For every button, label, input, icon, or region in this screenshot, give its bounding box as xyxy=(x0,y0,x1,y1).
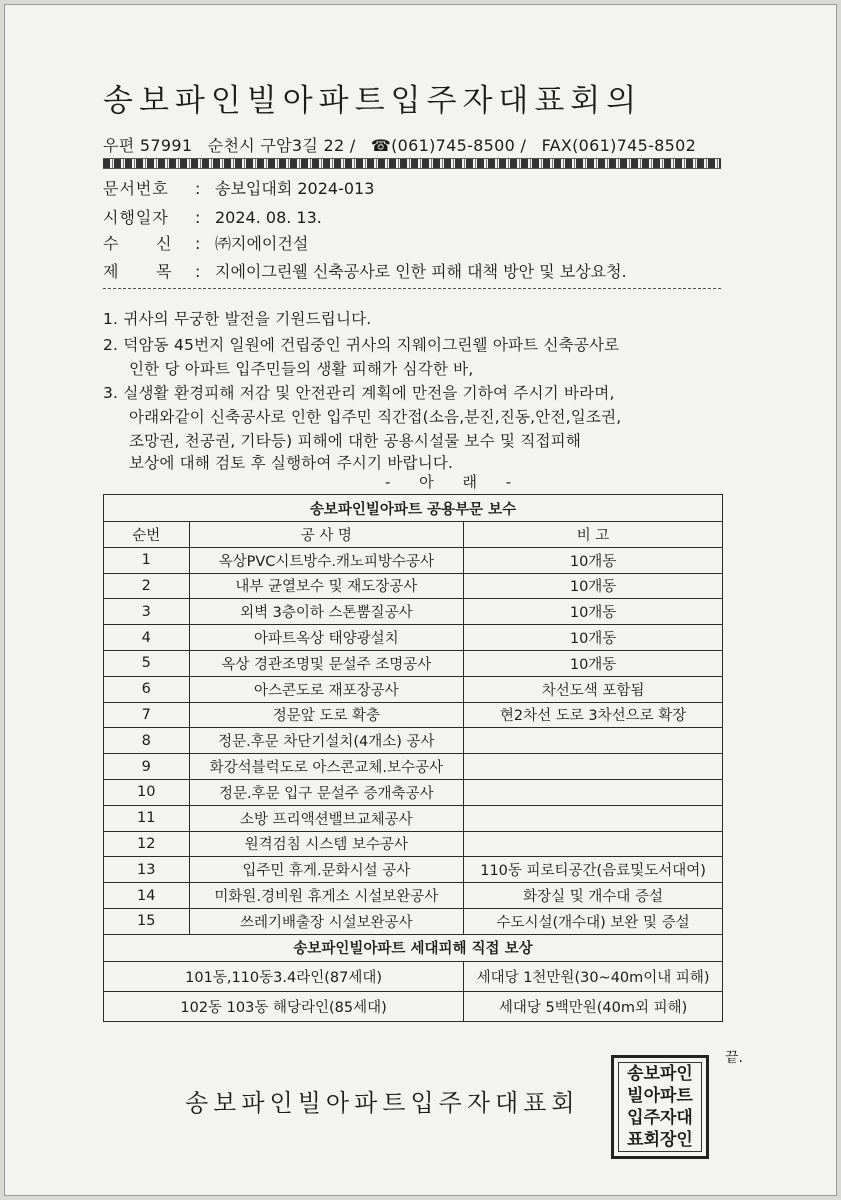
footer-organization: 송보파인빌아파트입주자대표회 xyxy=(185,1089,580,1117)
row-number: 2 xyxy=(104,573,190,599)
row-number: 12 xyxy=(104,831,190,857)
table-row xyxy=(104,857,723,883)
row-note xyxy=(464,754,723,780)
doc-number-label: 문서번호 xyxy=(103,179,169,198)
row-number: 8 xyxy=(104,728,190,754)
compensation-row xyxy=(104,961,723,991)
row-number: 15 xyxy=(104,908,190,934)
repair-table xyxy=(103,494,723,1022)
table-row xyxy=(104,599,723,625)
table-row xyxy=(104,805,723,831)
subject-row: 제 목 : 지에이그린웰 신축공사로 인한 피해 대책 방안 및 보상요청. xyxy=(103,259,627,282)
subject-label: 제 목 xyxy=(103,262,173,281)
row-number: 6 xyxy=(104,676,190,702)
work-name: 아파트옥상 태양광설치 xyxy=(189,625,464,651)
postal-code: 우편 57991 xyxy=(103,136,193,155)
seal-line: 입주자대 xyxy=(627,1107,693,1128)
row-number: 14 xyxy=(104,883,190,909)
paragraph-2-line-1: 2. 덕암동 45번지 일원에 건립중인 귀사의 지웨이그린웰 아파트 신축공사로 xyxy=(103,336,620,354)
row-note: 차선도색 포함됨 xyxy=(464,676,723,702)
row-note: 화장실 및 개수대 증설 xyxy=(464,883,723,909)
table-row xyxy=(104,779,723,805)
table-row xyxy=(104,754,723,780)
work-name: 정문.후문 차단기설치(4개소) 공사 xyxy=(189,728,464,754)
work-name: 옥상 경관조명및 문설주 조명공사 xyxy=(189,650,464,676)
table-row xyxy=(104,650,723,676)
row-note: 10개동 xyxy=(464,625,723,651)
row-note xyxy=(464,805,723,831)
fax: FAX(061)745-8502 xyxy=(541,136,697,155)
work-name: 아스콘도로 재포장공사 xyxy=(189,676,464,702)
work-name: 원격검침 시스템 보수공사 xyxy=(189,831,464,857)
paragraph-3-line-2: 아래와같이 신축공사로 인한 입주민 직간접(소음,분진,진동,안전,일조권, xyxy=(129,408,622,426)
row-note xyxy=(464,831,723,857)
table-row xyxy=(104,573,723,599)
recipient-value: ㈜지에이건설 xyxy=(215,234,309,253)
row-note xyxy=(464,728,723,754)
dashed-divider xyxy=(103,288,721,289)
recipient-row: 수 신 : ㈜지에이건설 xyxy=(103,231,308,254)
work-name: 소방 프리액션밸브교체공사 xyxy=(189,805,464,831)
seal-line: 송보파인 xyxy=(627,1063,693,1084)
subject-value: 지에이그린웰 신축공사로 인한 피해 대책 방안 및 보상요청. xyxy=(215,262,627,281)
work-name: 내부 균열보수 및 재도장공사 xyxy=(189,573,464,599)
table-title: 송보파인빌아파트 공용부문 보수 xyxy=(104,495,723,522)
column-header-no: 순번 xyxy=(104,522,190,548)
paragraph-2-line-2: 인한 당 아파트 입주민들의 생활 피해가 심각한 바, xyxy=(129,360,474,378)
row-note: 110동 피로티공간(음료및도서대여) xyxy=(464,857,723,883)
decorative-divider xyxy=(103,158,721,169)
seal-text xyxy=(618,1062,702,1152)
row-note xyxy=(464,779,723,805)
row-number: 9 xyxy=(104,754,190,780)
compensation-title: 송보파인빌아파트 세대피해 직접 보상 xyxy=(104,934,723,961)
seal-line: 빌아파트 xyxy=(627,1085,693,1106)
paragraph-3-line-4: 보상에 대해 검토 후 실행하여 주시기 바랍니다. xyxy=(129,454,454,472)
row-note: 10개동 xyxy=(464,573,723,599)
table-row xyxy=(104,676,723,702)
address-line xyxy=(103,133,706,156)
doc-number-row: 문서번호 : 송보입대회 2024-013 xyxy=(103,176,374,199)
date-label: 시행일자 xyxy=(103,208,169,227)
seal-line: 표회장인 xyxy=(627,1129,693,1150)
row-note: 현2차선 도로 3차선으로 확장 xyxy=(464,702,723,728)
row-note: 10개동 xyxy=(464,547,723,573)
table-row xyxy=(104,831,723,857)
compensation-target: 101동,110동3.4라인(87세대) xyxy=(104,961,464,991)
column-header-note: 비 고 xyxy=(464,522,723,548)
work-name: 옥상PVC시트방수.캐노피방수공사 xyxy=(189,547,464,573)
date-value: 2024. 08. 13. xyxy=(215,208,322,227)
row-note: 10개동 xyxy=(464,599,723,625)
row-note: 수도시설(개수대) 보완 및 증설 xyxy=(464,908,723,934)
end-mark: 끝. xyxy=(725,1050,743,1066)
compensation-amount: 세대당 5백만원(40m외 피해) xyxy=(464,991,723,1021)
recipient-label: 수 신 xyxy=(103,234,173,253)
row-number: 5 xyxy=(104,650,190,676)
table-row xyxy=(104,625,723,651)
telephone: ☎(061)745-8500 / xyxy=(370,136,527,155)
table-row xyxy=(104,728,723,754)
work-name: 쓰레기배출장 시설보완공사 xyxy=(189,908,464,934)
work-name: 미화원.경비원 휴게소 시설보완공사 xyxy=(189,883,464,909)
row-number: 13 xyxy=(104,857,190,883)
row-number: 11 xyxy=(104,805,190,831)
paragraph-1: 1. 귀사의 무궁한 발전을 기원드립니다. xyxy=(103,310,372,328)
row-number: 1 xyxy=(104,547,190,573)
date-row: 시행일자 : 2024. 08. 13. xyxy=(103,205,322,228)
doc-number-value: 송보입대회 2024-013 xyxy=(215,179,375,198)
below-heading: - 아 래 - xyxy=(385,473,524,491)
work-name: 입주민 휴게.문화시설 공사 xyxy=(189,857,464,883)
row-note: 10개동 xyxy=(464,650,723,676)
paragraph-3-line-1: 3. 실생활 환경피해 저감 및 안전관리 계획에 만전을 기하여 주시기 바라며, xyxy=(103,384,615,402)
work-name: 화강석블럭도로 아스콘교체.보수공사 xyxy=(189,754,464,780)
work-name: 정문.후문 입구 문설주 증개축공사 xyxy=(189,779,464,805)
work-name: 정문앞 도로 확충 xyxy=(189,702,464,728)
row-number: 7 xyxy=(104,702,190,728)
table-row xyxy=(104,883,723,909)
paragraph-3-line-3: 조망권, 천공권, 기타등) 피해에 대한 공용시설물 보수 및 직접피해 xyxy=(129,432,582,450)
row-number: 3 xyxy=(104,599,190,625)
table-row xyxy=(104,908,723,934)
compensation-amount: 세대당 1천만원(30~40m이내 피해) xyxy=(464,961,723,991)
street-address: 순천시 구암3길 22 / xyxy=(207,136,356,155)
organization-title: 송보파인빌아파트입주자대표회의 xyxy=(103,83,643,119)
official-seal xyxy=(611,1055,709,1159)
column-header-name: 공 사 명 xyxy=(189,522,464,548)
compensation-target: 102동 103동 해당라인(85세대) xyxy=(104,991,464,1021)
work-name: 외벽 3층이하 스톤뿜질공사 xyxy=(189,599,464,625)
row-number: 10 xyxy=(104,779,190,805)
table-row xyxy=(104,547,723,573)
row-number: 4 xyxy=(104,625,190,651)
document-page xyxy=(4,4,837,1196)
table-row xyxy=(104,702,723,728)
compensation-row xyxy=(104,991,723,1021)
